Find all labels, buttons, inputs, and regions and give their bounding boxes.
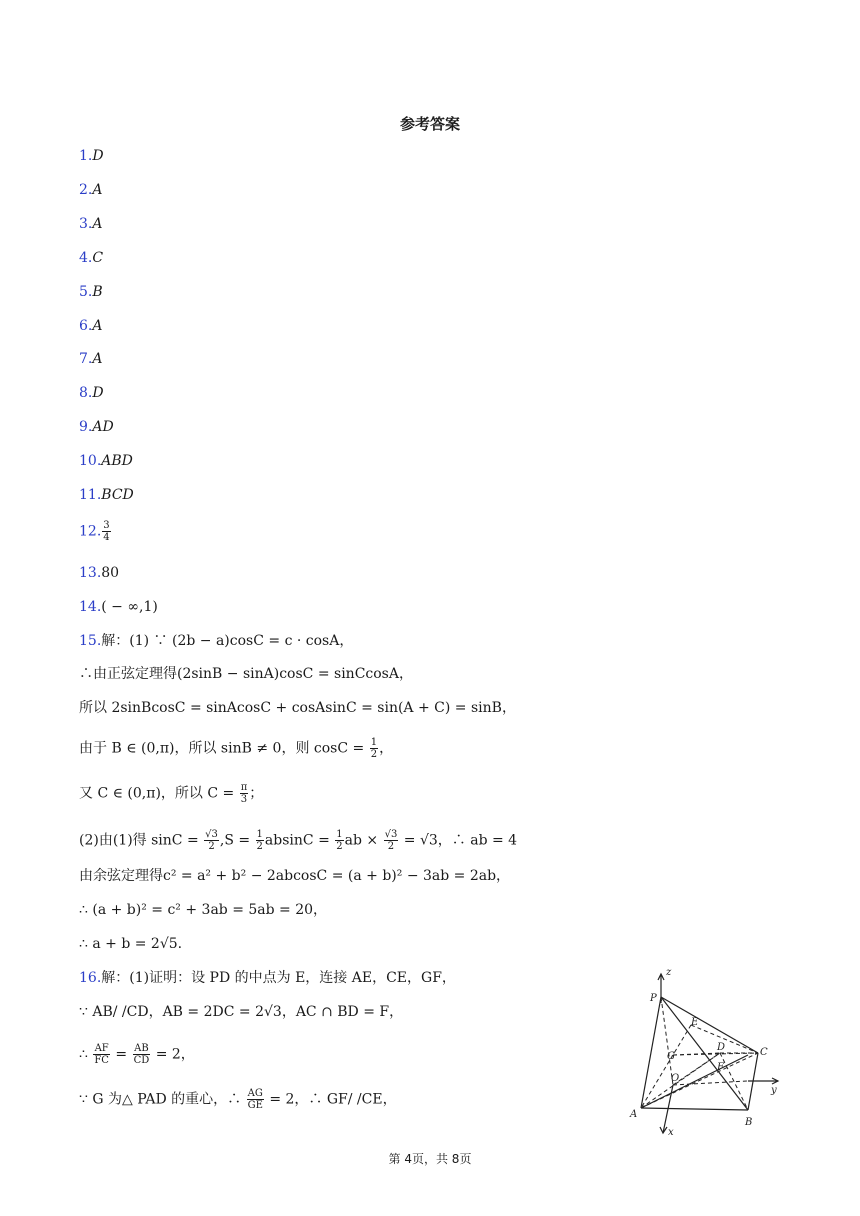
q16-line-3: ∴ $\frac{AF}{FC}$ = $\frac{AB}{CD}$ = 2， [79,1043,195,1066]
figure-label-e: E [691,1017,699,1028]
answer-line-3: 3.A [79,216,103,232]
answer-line-10: 10.ABD [79,453,133,469]
q16-line-2: ∵ AB/ /CD，AB = 2DC = 2√3，AC ∩ BD = F， [79,1004,404,1020]
page-title: 参考答案 [399,115,460,133]
answer-line-12: 12. $\frac{3}{4}$ [79,520,110,543]
q15-line-5: 又 C ∈ (0,π)，所以 C = $\frac{\pi}{3}$ ； [79,782,264,805]
q16-line-4: ∵ G 为△ PAD 的重心，∴ $\frac{AG}{GE}$ = 2，∴ GF/ /CE， [79,1088,397,1111]
q15-line-8: ∴ (a + b)² = c² + 3ab = 5ab = 20， [79,902,328,918]
answer-line-4: 4.C [79,250,104,266]
q15-line-3: 所以 2sinBcosC = sinAcosC + cosAsinC = sin(A + C) = sinB， [79,700,516,716]
figure-label-p: P [650,993,657,1004]
answer-line-8: 8.D [79,385,104,401]
figure-label-x: x [668,1127,674,1138]
q15-line-4: 由于 B ∈ (0,π)，所以 sinB ≠ 0，则 cosC = $\frac{1}{2}$ ， [79,737,394,760]
answer-line-14: 14.( − ∞,1) [79,599,158,615]
figure-label-d: D [717,1042,726,1053]
q15-line-6: (2)由(1)得 sinC = $\frac{√3}{2}$ ,S = $\frac{1}{2}$ absinC = $\frac{1}{2}$ ab × $\frac{√3}{2}$ = √3，∴ ab = 4 [79,829,518,852]
answer-line-9: 9.AD [79,419,114,435]
figure-label-g: G [667,1051,675,1062]
q15-line-7: 由余弦定理得c² = a² + b² − 2abcosC = (a + b)² − 3ab = 2ab， [79,868,511,884]
figure-label-f: F [717,1062,724,1073]
answer-line-7: 7.A [79,351,103,367]
figure-label-o: O [671,1073,680,1084]
answer-line-13: 13.80 [79,565,120,581]
answer-line-11: 11.BCD [79,487,134,503]
figure-label-b: B [745,1117,753,1128]
q15-line-2: ∴由正弦定理得(2sinB − sinA)cosC = sinCcosA， [79,666,413,682]
answer-line-5: 5.B [79,284,103,300]
figure-label-a: A [630,1109,638,1120]
page-footer: 第 4页，共 8页 [388,1152,472,1166]
figure-label-z: z [666,967,672,978]
q16-line-1: 16.解：(1)证明：设 PD 的中点为 E，连接 AE，CE，GF， [79,970,456,986]
answer-line-2: 2.A [79,182,103,198]
answer-line-1: 1.D [79,148,104,164]
q15-line-1: 15.解：(1) ∵ (2b − a)cosC = c · cosA， [79,633,354,649]
figure-label-y: y [771,1085,777,1096]
pyramid-diagram [625,965,785,1140]
q15-line-9: ∴ a + b = 2√5. [79,936,183,952]
answer-line-6: 6.A [79,318,103,334]
figure-label-c: C [760,1047,768,1058]
